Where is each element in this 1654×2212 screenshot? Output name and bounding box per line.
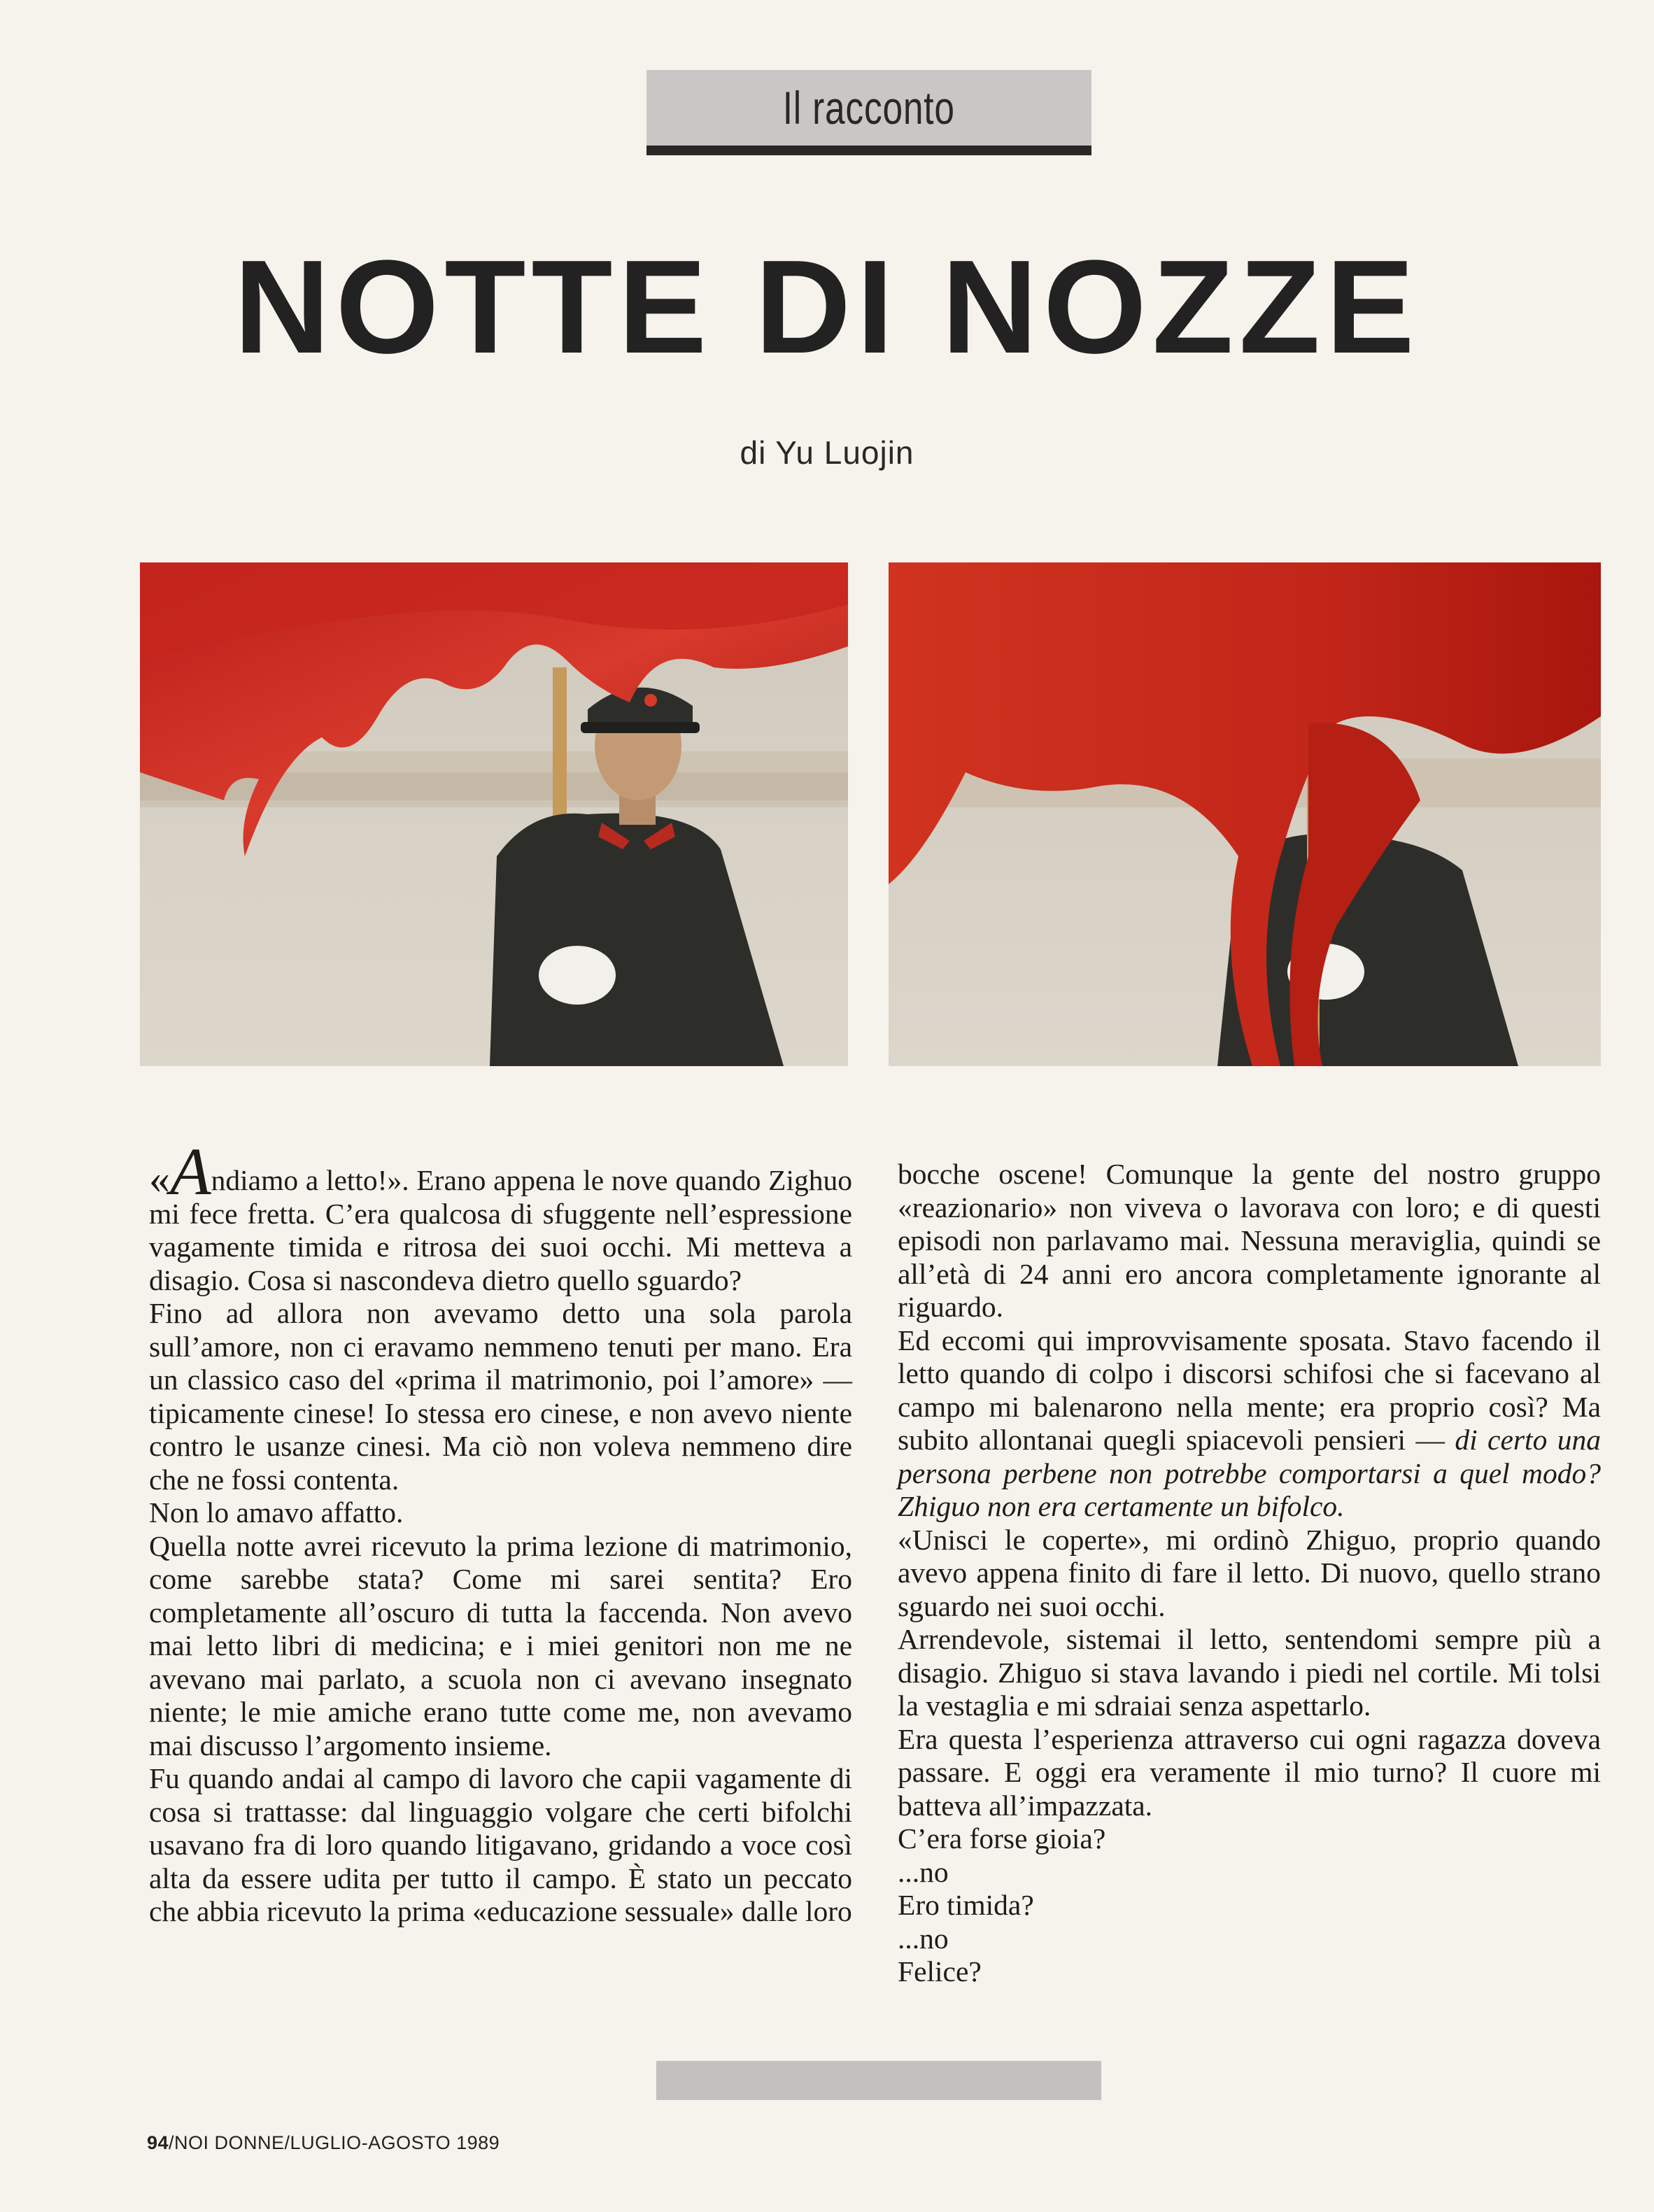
paragraph: ...no <box>898 1922 949 1955</box>
paragraph-text: Ed eccomi qui improvvisamente sposata. Stavo facendo il letto quando di colpo i discorsi schifosi che si facevano al campo mi balenarono nella mente; era proprio così? Ma subito allontanai quegli spiacevoli pensieri — <box>898 1324 1601 1456</box>
section-label: Il racconto <box>782 82 956 134</box>
paragraph-text: ndiamo a letto!». Erano appena le nove quando Zighuo mi fece fretta. C’era qualcosa di sfuggente nell’espressione vagamente timida e ritrosa dei suoi occhi. Mi metteva a disagio. Cosa si nascondeva dietro quello sguardo? <box>149 1164 852 1296</box>
page-number: 94 <box>147 2132 169 2153</box>
photo-red-flag-covering-soldier <box>889 562 1601 1066</box>
paragraph: Era questa l’esperienza attraverso cui ogni ragazza doveva passare. E oggi era veramente il mio turno? Il cuore mi batteva all’impazzata. <box>898 1722 1601 1822</box>
paragraph: C’era forse gioia? <box>898 1822 1106 1855</box>
article-column-right <box>898 1158 1601 1989</box>
photo-soldier-with-red-flag <box>140 562 848 1066</box>
article-byline: di Yu Luojin <box>740 434 914 471</box>
paragraph: «Unisci le coperte», mi ordinò Zhiguo, proprio quando avevo appena finito di fare il letto. Di nuovo, quello strano sguardo nei suoi occhi. <box>898 1523 1601 1622</box>
paragraph: Felice? <box>898 1955 982 1987</box>
paragraph <box>898 1324 1601 1524</box>
section-label-tab <box>646 70 1091 155</box>
bottom-gray-bar <box>656 2061 1101 2100</box>
photo-flag-icon <box>889 562 1601 1066</box>
publication-info: /NOI DONNE/LUGLIO-AGOSTO 1989 <box>169 2132 500 2153</box>
photo-soldier-icon <box>140 562 848 1066</box>
paragraph <box>149 1134 852 1297</box>
article-column-left <box>149 1134 852 1929</box>
dropcap-letter: A <box>170 1134 211 1209</box>
paragraph: Ero timida? <box>898 1889 1034 1921</box>
paragraph: Quella notte avrei ricevuto la prima lezione di matrimonio, come sarebbe stata? Come mi sarei sentita? Ero completamente all’oscuro di tutta la faccenda. Non avevo mai letto libri di medicina; e i miei genitori non me ne avevano mai parlato, a scuola non ci avevano insegnato niente; le mie amiche erano tutte come me, non avevamo mai discusso l’argomento insieme. <box>149 1529 852 1761</box>
paragraph: Fino ad allora non avevamo detto una sola parola sull’amore, non ci eravamo nemmeno tenuti per mano. Era un classico caso del «prima il matrimonio, poi l’amore» — tipicamente cinese! Io stessa ero cinese, e non avevo niente contro le usanze cinesi. Ma ciò non voleva nemmeno dire che ne fossi contenta. <box>149 1297 852 1496</box>
paragraph: Non lo amavo affatto. <box>149 1496 404 1529</box>
paragraph: Arrendevole, sistemai il letto, sentendomi sempre più a disagio. Zhiguo si stava lavando i piedi nel cortile. Mi tolsi la vestaglia e mi sdraiai senza aspettarlo. <box>898 1623 1601 1722</box>
dropcap-quote: « <box>149 1156 170 1202</box>
page-footer <box>147 2132 500 2154</box>
paragraph: bocche oscene! Comunque la gente del nostro gruppo «reazionario» non viveva o lavorava con loro; e di questi episodi non parlavamo mai. Nessuna meraviglia, quindi se all’età di 24 anni ero ancora completamente ignorante al riguardo. <box>898 1158 1601 1323</box>
article-title: NOTTE DI NOZZE <box>234 233 1420 381</box>
paragraph: Fu quando andai al campo di lavoro che capii vagamente di cosa si trattasse: dal linguaggio volgare che certi bifolchi usavano fra di loro quando litigavano, gridando a voce così alta da essere udita per tutto il campo. È stato un peccato che abbia ricevuto la prima «educazione sessuale» dalle loro <box>149 1762 852 1927</box>
paragraph: ...no <box>898 1855 949 1888</box>
italic-thought: di certo una persona perbene non potrebbe comportarsi a quel modo? Zhiguo non era certamente un bifolco. <box>898 1424 1601 1522</box>
